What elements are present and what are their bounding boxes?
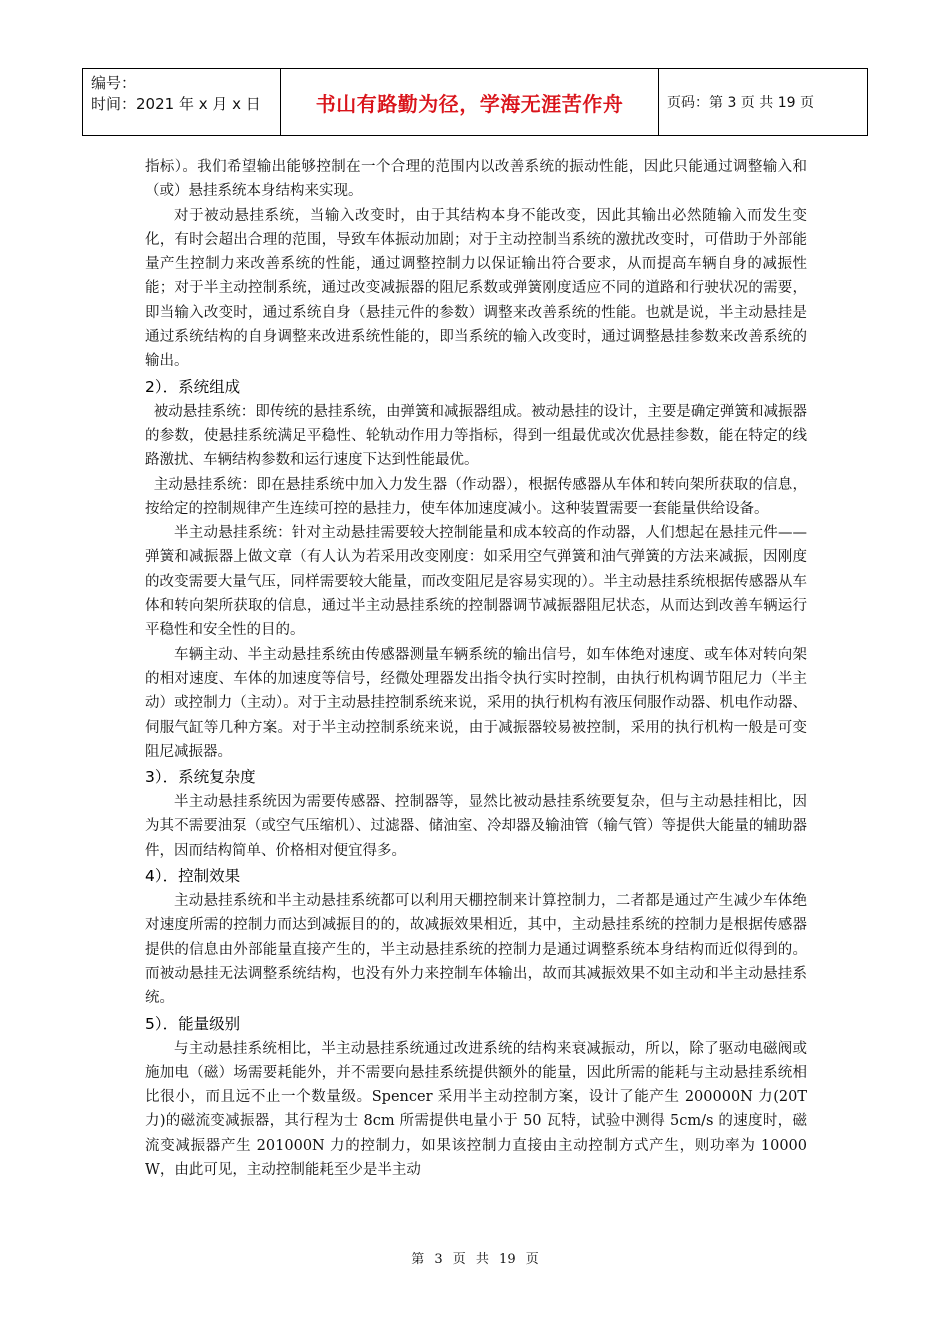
document-header [82, 68, 868, 136]
header-meta [83, 69, 281, 135]
header-motto: 书山有路勤为径，学海无涯苦作舟 [281, 69, 659, 135]
section-heading: 3）．系统复杂度 [145, 768, 256, 787]
paragraph: 主动悬挂系统和半主动悬挂系统都可以利用天棚控制来计算控制力，二者都是通过产生减少车体绝对速度所需的控制力而达到减振目的的，故减振效果相近，其中，主动悬挂系统的控制力是根据传感器提供的信息由外部能量直接产生的，半主动悬挂系统的控制力是通过调整系统本身结构而近似得到的。而被动悬挂无法调整系统结构，也没有外力来控制车体输出，故而其减振效果不如主动和半主动悬挂系统。 [145, 893, 807, 1007]
section-heading: 4）．控制效果 [145, 867, 241, 886]
paragraph: 指标）。我们希望输出能够控制在一个合理的范围内以改善系统的振动性能，因此只能通过调整输入和（或）悬挂系统本身结构来实现。 [145, 159, 807, 200]
number-label: 编号： [91, 74, 137, 92]
paragraph: 主动悬挂系统：即在悬挂系统中加入力发生器（作动器），根据传感器从车体和转向架所获取的信息，按给定的控制规律产生连续可控的悬挂力，使车体加速度减小。这种装置需要一套能量供给设备。 [145, 476, 807, 517]
document-body [145, 155, 807, 1182]
section-heading: 2）．系统组成 [145, 377, 241, 396]
paragraph: 半主动悬挂系统：针对主动悬挂需要较大控制能量和成本较高的作动器，人们想起在悬挂元件——弹簧和减振器上做文章（有人认为若采用改变刚度：如采用空气弹簧和油气弹簧的方法来减振，因刚度的改变需要大量气压，同样需要较大能量，而改变阻尼是容易实现的）。半主动悬挂系统根据传感器从车体和转向架所获取的信息，通过半主动悬挂系统的控制器调节减振器阻尼状态，从而达到改善车辆运行平稳性和安全性的目的。 [145, 525, 807, 639]
paragraph: 与主动悬挂系统相比，半主动悬挂系统通过改进系统的结构来衰减振动，所以，除了驱动电磁阀或施加电（磁）场需要耗能外，并不需要向悬挂系统提供额外的能量，因此所需的能耗与主动悬挂系统相比很小，而且远不止一个数量级。Spencer 采用半主动控制方案，设计了能产生 200000N 力(20T 力)的磁流变减振器，其行程为士 8cm 所需提供电量小于 50 瓦特，试验中测得 5cm/s 的速度时，磁流变减振器产生 201000N 力的控制力，如果该控制力直接由主动控制方式产生，则功率为 10000 W，由此可见，主动控制能耗至少是半主动 [145, 1040, 807, 1178]
header-page-info: 页码：第 3 页 共 19 页 [667, 95, 814, 111]
section-heading: 5）．能量级别 [145, 1014, 241, 1033]
page-footer: 第 3 页 共 19 页 [411, 1252, 539, 1267]
paragraph: 被动悬挂系统：即传统的悬挂系统，由弹簧和减振器组成。被动悬挂的设计，主要是确定弹簧和减振器的参数，使悬挂系统满足平稳性、轮轨动作用力等指标，得到一组最优或次优悬挂参数，能在特定的线路激扰、车辆结构参数和运行速度下达到性能最优。 [145, 403, 807, 469]
paragraph: 对于被动悬挂系统，当输入改变时，由于其结构本身不能改变，因此其输出必然随输入而发生变化，有时会超出合理的范围，导致车体振动加剧；对于主动控制当系统的激扰改变时，可借助于外部能量产生控制力来改善系统的性能，通过调整控制力以保证输出符合要求，从而提高车辆自身的减振性能；对于半主动控制系统，通过改变减振器的阻尼系数或弹簧刚度适应不同的道路和行驶状况的需要，即当输入改变时，通过系统自身（悬挂元件的参数）调整来改善系统的性能。也就是说，半主动悬挂是通过系统结构的自身调整来改进系统性能的，即当系统的输入改变时，通过调整悬挂参数来改善系统的输出。 [145, 207, 807, 370]
paragraph: 车辆主动、半主动悬挂系统由传感器测量车辆系统的输出信号，如车体绝对速度、或车体对转向架的相对速度、车体的加速度等信号，经微处理器发出指令执行实时控制，由执行机构调节阻尼力（半主动）或控制力（主动）。对于主动悬挂控制系统来说，采用的执行机构有液压伺服作动器、机电作动器、伺服气缸等几种方案。对于半主动控制系统来说，由于减振器较易被控制，采用的执行机构一般是可变阻尼减振器。 [145, 646, 807, 760]
time-label: 时间：2021 年 x 月 x 日 [91, 95, 261, 113]
paragraph: 半主动悬挂系统因为需要传感器、控制器等，显然比被动悬挂系统要复杂，但与主动悬挂相比，因为其不需要油泵（或空气压缩机）、过滤器、储油室、冷却器及输油管（输气管）等提供大能量的辅助器件，因而结构简单、价格相对便宜得多。 [145, 794, 807, 859]
